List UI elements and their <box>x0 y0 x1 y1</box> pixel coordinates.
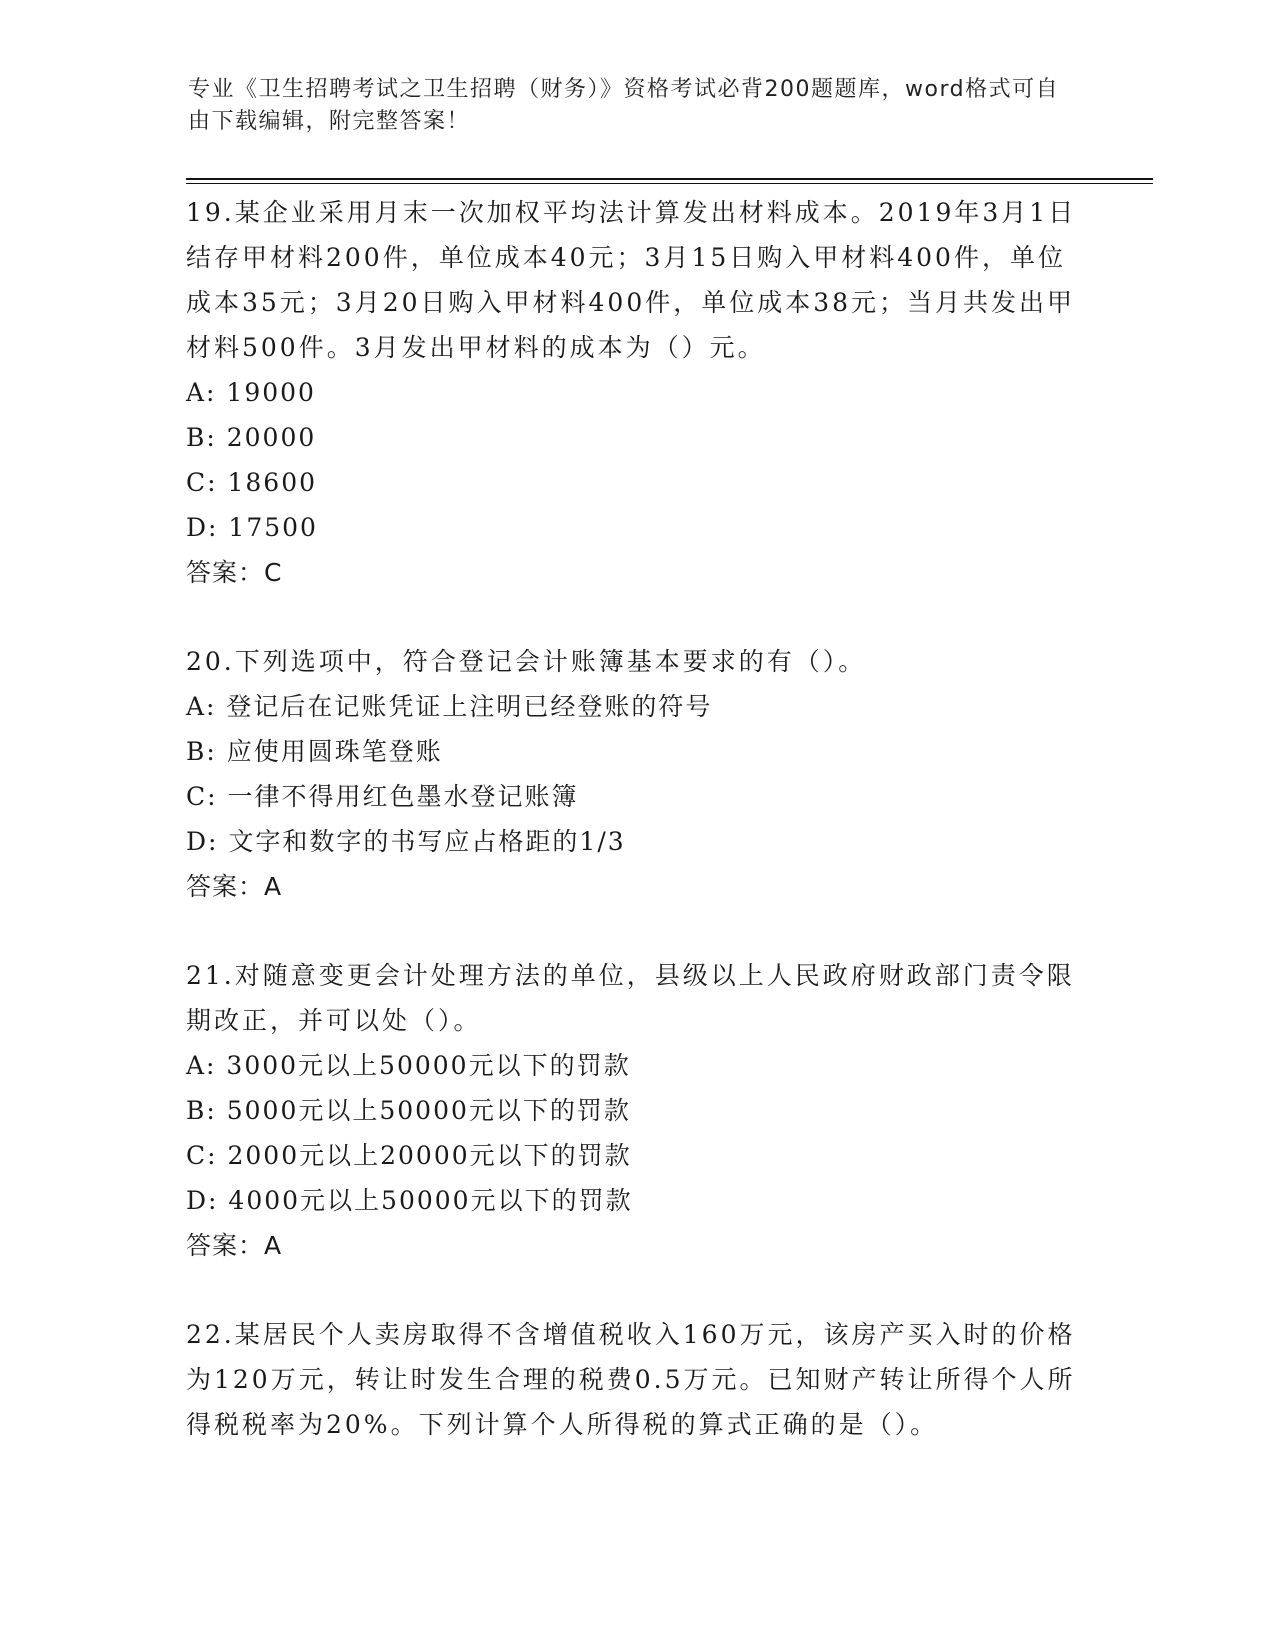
answer-line: 答案：A <box>186 1231 283 1260</box>
option-c: C: 2000元以上20000元以下的罚款 <box>186 1141 632 1170</box>
document-header: 专业《卫生招聘考试之卫生招聘（财务）》资格考试必背200题题库，word格式可自由下载编辑，附完整答案！ <box>188 77 1060 134</box>
question-22 <box>186 1312 1086 1447</box>
option-a: A: 19000 <box>186 378 316 407</box>
option-d: D: 文字和数字的书写应占格距的1/3 <box>186 827 626 856</box>
answer-line: 答案：C <box>186 558 283 587</box>
option-b: B: 20000 <box>186 423 317 452</box>
option-a: A: 登记后在记账凭证上注明已经登账的符号 <box>186 692 713 721</box>
option-b: B: 应使用圆珠笔登账 <box>186 737 443 766</box>
option-c: C: 一律不得用红色墨水登记账簿 <box>186 782 579 811</box>
option-d: D: 17500 <box>186 513 318 542</box>
question-text: 22.某居民个人卖房取得不含增值税收入160万元，该房产买入时的价格为120万元，转让时发生合理的税费0.5万元。已知财产转让所得个人所得税税率为20%。下列计算个人所得税的算式正确的是（）。 <box>186 1320 1076 1439</box>
question-20 <box>186 639 1086 909</box>
question-text: 21.对随意变更会计处理方法的单位，县级以上人民政府财政部门责令限期改正，并可以处（）。 <box>186 961 1075 1035</box>
option-d: D: 4000元以上50000元以下的罚款 <box>186 1186 633 1215</box>
option-a: A: 3000元以上50000元以下的罚款 <box>186 1051 631 1080</box>
option-c: C: 18600 <box>186 468 318 497</box>
question-list <box>186 190 1086 1491</box>
header-divider-thin <box>186 183 1153 184</box>
question-21 <box>186 953 1086 1268</box>
answer-line: 答案：A <box>186 872 283 901</box>
question-text: 20.下列选项中，符合登记会计账簿基本要求的有（）。 <box>186 647 867 676</box>
question-text: 19.某企业采用月末一次加权平均法计算发出材料成本。2019年3月1日结存甲材料200件，单位成本40元；3月15日购入甲材料400件，单位成本35元；3月20日购入甲材料400件，单位成本38元；当月共发出甲材料500件。3月发出甲材料的成本为（）元。 <box>186 198 1077 362</box>
option-b: B: 5000元以上50000元以下的罚款 <box>186 1096 631 1125</box>
header-divider-thick <box>186 178 1153 180</box>
question-19 <box>186 190 1086 595</box>
